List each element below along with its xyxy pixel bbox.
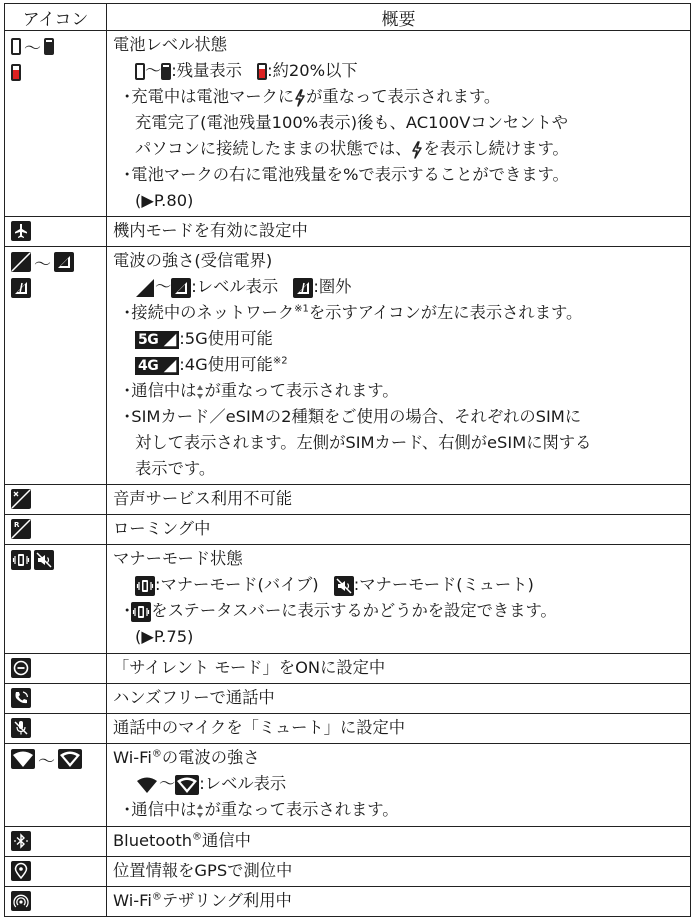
signal-full-icon [135, 278, 155, 298]
wifi-full-icon [11, 749, 35, 769]
desc-cell: ローミング中 [107, 515, 691, 545]
icon-cell [5, 827, 107, 857]
desc-cell: Bluetooth®通信中 [107, 827, 691, 857]
signal-full-icon [161, 357, 179, 375]
desc-cell: Wi-Fi®の電波の強さ ～ :レベル表示 ・ 通信中は が重なって表示されます。 [107, 744, 691, 827]
desc-cell: 電池レベル状態 ～ :残量表示 :約20%以下 ・ 充電中は電池マークに が重なって表示されます。 充電完了(電池残量100%表示)後も、AC100Vコンセントや パソコンに接続したままの状態では、 を表示し続けます。 ・ 電池マークの右に電池残量を%で表示することができます。 (▶P.80) [107, 31, 691, 217]
signal-full-icon [161, 331, 179, 349]
battery-low-icon [11, 64, 21, 81]
out-of-range-icon [293, 278, 313, 298]
signal-empty-icon [54, 252, 74, 272]
icon-cell [5, 684, 107, 714]
icon-cell [5, 545, 107, 654]
desc-cell: 音声サービス利用不可能 [107, 485, 691, 515]
vibrate-icon [135, 576, 155, 596]
table-row-roaming [5, 515, 691, 545]
icon-cell [5, 654, 107, 684]
table-row-airplane [5, 217, 691, 247]
handsfree-call-icon [11, 688, 31, 708]
desc-cell: 通話中のマイクを「ミュート」に設定中 [107, 714, 691, 744]
location-pin-icon [11, 861, 31, 881]
desc-cell: 位置情報をGPSで測位中 [107, 857, 691, 887]
charging-bolt-icon [294, 89, 306, 107]
header-description: 概要 [107, 4, 691, 31]
svg-text:R: R [14, 520, 20, 529]
icon-cell: ～ [5, 247, 107, 485]
wifi-empty-icon [58, 749, 82, 769]
table-row-mic-mute [5, 714, 691, 744]
battery-full-icon [44, 38, 54, 55]
wifi-empty-icon [175, 775, 199, 795]
table-row-handsfree [5, 684, 691, 714]
desc-cell: 「サイレント モード」をONに設定中 [107, 654, 691, 684]
wifi-full-icon [135, 775, 159, 795]
table-row-silent [5, 654, 691, 684]
battery-empty-icon [135, 63, 145, 80]
icon-cell [5, 857, 107, 887]
icon-cell [5, 485, 107, 515]
table-row-battery [5, 31, 691, 217]
bluetooth-icon [11, 831, 31, 851]
table-row-wifi [5, 744, 691, 827]
airplane-icon [11, 221, 31, 241]
desc-cell: ハンズフリーで通話中 [107, 684, 691, 714]
desc-cell: Wi-Fi®テザリング利用中 [107, 887, 691, 917]
5g-badge-icon: 5G [135, 331, 161, 349]
mute-icon [334, 576, 354, 596]
hotspot-icon [11, 891, 31, 911]
icon-cell [5, 217, 107, 247]
voice-unavailable-icon [11, 489, 31, 509]
desc-cell: 機内モードを有効に設定中 [107, 217, 691, 247]
table-header-row [5, 4, 691, 31]
header-icon: アイコン [5, 4, 107, 31]
silent-mode-icon [11, 658, 31, 678]
4g-badge-icon: 4G [135, 357, 161, 375]
roaming-icon [11, 519, 31, 539]
battery-empty-icon [11, 38, 21, 55]
table-row-bluetooth [5, 827, 691, 857]
table-row-manner [5, 545, 691, 654]
out-of-range-icon [11, 278, 31, 298]
desc-cell: マナーモード状態 :マナーモード(バイブ) :マナーモード(ミュート) ・ をステータスバーに表示するかどうかを設定できます。 (▶P.75) [107, 545, 691, 654]
icon-cell [5, 887, 107, 917]
vibrate-icon [131, 602, 151, 622]
table-row-voice [5, 485, 691, 515]
status-icon-table [4, 3, 691, 917]
table-row-tethering [5, 887, 691, 917]
icon-cell: ～ [5, 31, 107, 217]
signal-full-icon [11, 252, 31, 272]
icon-cell: ～ [5, 744, 107, 827]
table-row-signal [5, 247, 691, 485]
mic-mute-icon [11, 718, 31, 738]
vibrate-icon [11, 550, 31, 570]
icon-cell [5, 515, 107, 545]
mute-icon [34, 550, 54, 570]
desc-cell: 電波の強さ(受信電界) ～ :レベル表示 :圏外 ・ 接続中のネットワーク$^{※1}$を示すアイコンが左に表示されます。 5G :5G使用可能 4G :4G使用可能$^{※2}$ ・ 通信中は が重なって表示されます。 ・ SIMカード／eSIMの2種類をご使用の場合、それぞれのSIMに 対して表示されます。左側がSIMカード、右側がeSIMに関する 表示です。 [107, 247, 691, 485]
signal-empty-icon [171, 278, 191, 298]
battery-low-icon [257, 63, 267, 80]
charging-bolt-icon [411, 141, 423, 159]
battery-full-icon [161, 63, 171, 80]
icon-cell [5, 714, 107, 744]
table-row-gps [5, 857, 691, 887]
